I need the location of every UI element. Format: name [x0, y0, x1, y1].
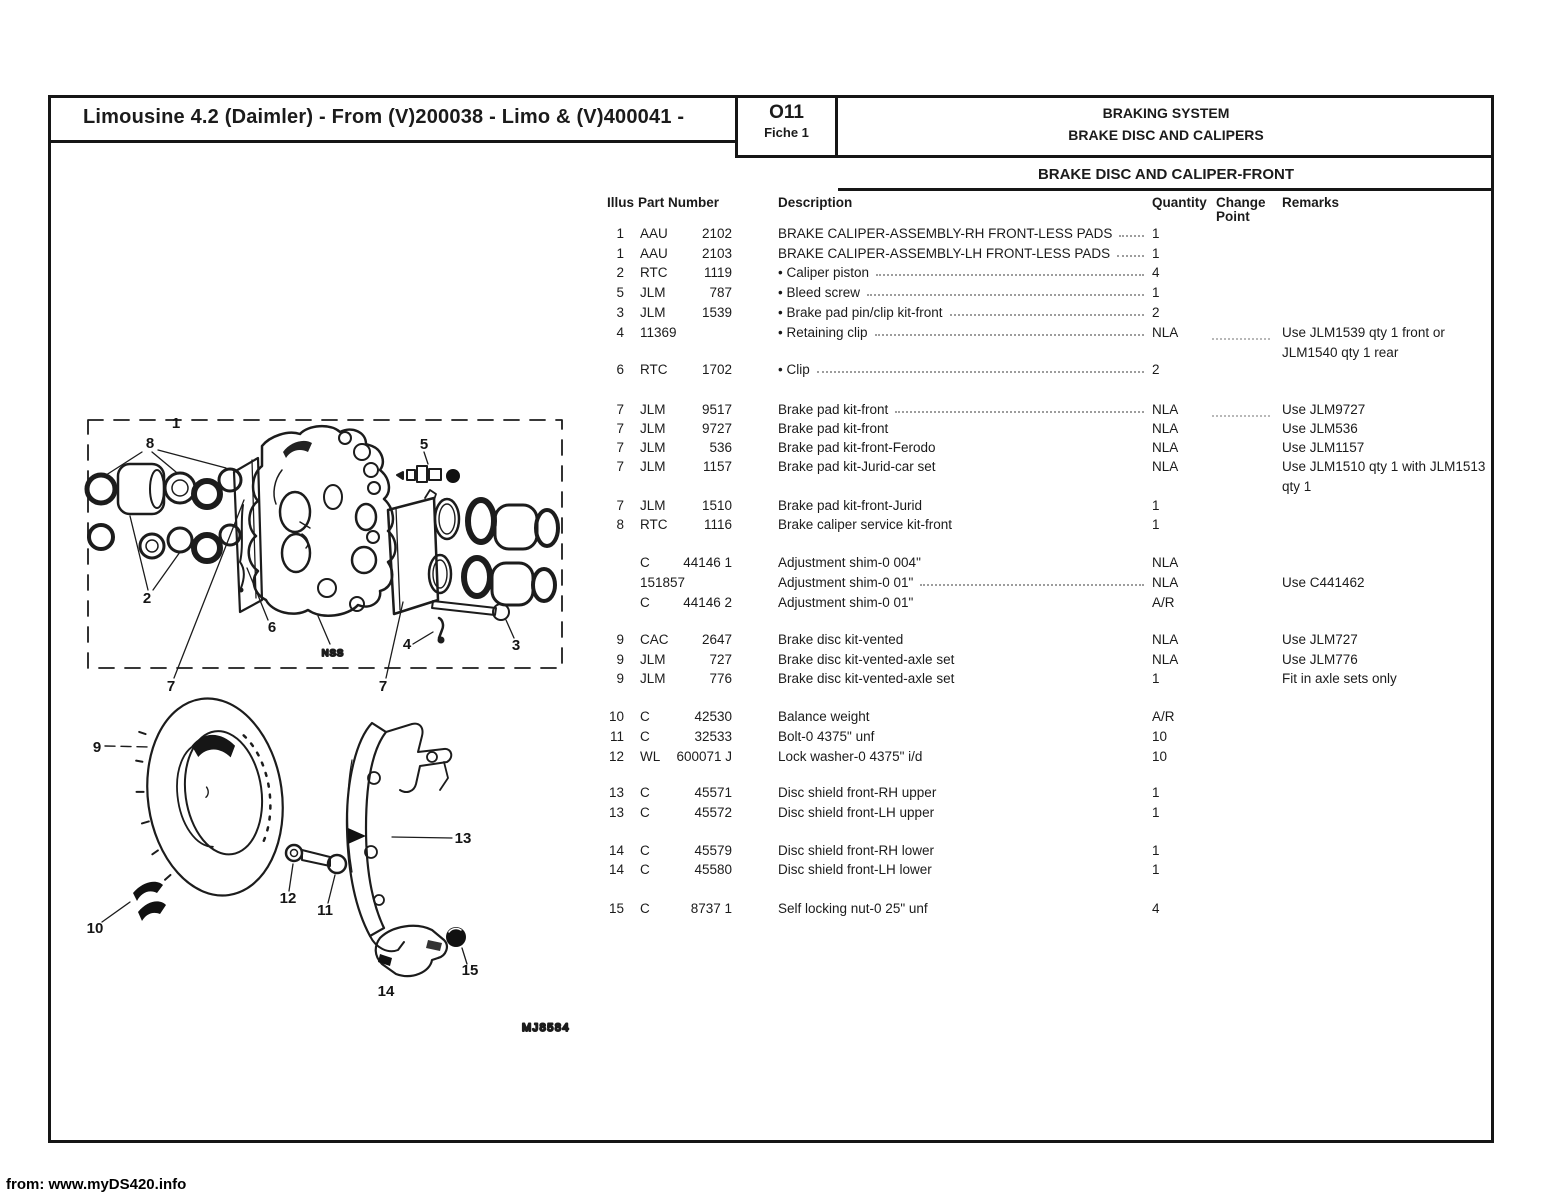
description: • Bleed screw	[778, 285, 1148, 300]
quantity: NLA	[1152, 575, 1179, 590]
remarks: Use JLM1510 qty 1 with JLM1513	[1282, 459, 1486, 474]
table-row	[0, 285, 1500, 305]
description: BRAKE CALIPER-ASSEMBLY-LH FRONT-LESS PADS	[778, 246, 1148, 261]
part-number: 1539	[701, 305, 732, 320]
quantity: 2	[1152, 362, 1160, 377]
table-row	[0, 265, 1500, 285]
part-prefix: JLM	[640, 421, 666, 436]
part-prefix: JLM	[640, 305, 666, 320]
quantity: A/R	[1152, 595, 1175, 610]
part-prefix: JLM	[640, 285, 666, 300]
illus-number: 9	[616, 652, 624, 667]
illus-number: 10	[608, 709, 624, 724]
callout-line-3	[506, 620, 514, 638]
description: Disc shield front-RH upper	[778, 785, 937, 800]
part-number: 1702	[701, 362, 732, 377]
illus-number: 7	[616, 498, 624, 513]
diagram-callout-6: 6	[267, 619, 277, 636]
diagram-callout-5: 5	[419, 436, 429, 453]
remarks-line2: JLM1540 qty 1 rear	[1282, 345, 1399, 360]
part-number: 1119	[703, 265, 732, 280]
quantity: 1	[1152, 246, 1160, 261]
dotted-leader	[1117, 255, 1144, 257]
col-description: Description	[778, 195, 853, 210]
part-number: 2103	[701, 246, 732, 261]
quantity: 1	[1152, 862, 1160, 877]
callout-line-12	[289, 864, 293, 891]
description: Brake caliper service kit-front	[778, 517, 953, 532]
illus-number: 3	[616, 305, 624, 320]
diagram-callout-15: 15	[461, 962, 479, 979]
illus-number: 1	[616, 246, 624, 261]
callout-line-11	[328, 875, 335, 903]
part-number: 2102	[701, 226, 732, 241]
quantity: NLA	[1152, 652, 1179, 667]
part-number: 1510	[701, 498, 732, 513]
part-prefix: C	[640, 862, 650, 877]
system-name: BRAKING SYSTEM	[1102, 105, 1230, 121]
diagram-callout-9: 9	[92, 739, 102, 756]
callout-line-5	[424, 452, 428, 464]
table-row	[0, 246, 1500, 266]
part-number: 8737 1	[690, 901, 732, 916]
brake-disc	[125, 690, 295, 906]
part-number: 42530	[694, 709, 732, 724]
left-brake-pad	[234, 458, 262, 612]
description: Self locking nut-0 25" unf	[778, 901, 928, 916]
part-number: 727	[709, 652, 732, 667]
part-prefix: C	[640, 805, 650, 820]
quantity: A/R	[1152, 709, 1175, 724]
quantity: NLA	[1152, 632, 1179, 647]
fiche-code: O11	[769, 102, 804, 123]
part-prefix: C	[640, 843, 650, 858]
remarks: Use JLM9727	[1282, 402, 1366, 417]
illus-number: 14	[608, 862, 624, 877]
col-illus: Illus	[607, 195, 635, 210]
illus-number: 1	[616, 226, 624, 241]
description: • Clip	[778, 362, 1148, 377]
dotted-leader	[920, 584, 1144, 586]
col-remarks: Remarks	[1282, 195, 1340, 210]
table-row	[0, 362, 1500, 382]
change-point-dots	[1212, 325, 1270, 340]
description: Disc shield front-RH lower	[778, 843, 935, 858]
part-prefix: 151857	[640, 575, 686, 590]
section-title: BRAKE DISC AND CALIPER-FRONT	[838, 158, 1494, 191]
quantity: NLA	[1152, 325, 1179, 340]
quantity: NLA	[1152, 459, 1179, 474]
diagram-callout-8: 8	[145, 435, 155, 452]
illus-number: 14	[608, 843, 624, 858]
illus-number: 7	[616, 459, 624, 474]
part-prefix: CAC	[640, 632, 669, 647]
callout-line-6	[247, 568, 268, 620]
remarks: Use C441462	[1282, 575, 1365, 590]
fiche-number: Fiche 1	[764, 125, 809, 140]
table-row	[0, 226, 1500, 246]
illus-number: 7	[616, 421, 624, 436]
part-number: 2647	[701, 632, 732, 647]
description: • Brake pad pin/clip kit-front	[778, 305, 1148, 320]
part-prefix: JLM	[640, 440, 666, 455]
part-prefix: C	[640, 555, 650, 570]
description: Brake pad kit-front	[778, 402, 1148, 417]
remarks: Use JLM1157	[1282, 440, 1365, 455]
diagram-callout-10: 10	[86, 920, 104, 937]
callout-line-9	[105, 746, 150, 747]
part-prefix: RTC	[640, 517, 668, 532]
part-prefix: 11369	[640, 325, 677, 340]
guide-bolt	[432, 601, 509, 620]
illus-number: 13	[608, 805, 624, 820]
dotted-leader	[1119, 235, 1144, 237]
caliper-body	[249, 426, 396, 616]
description: • Retaining clip	[778, 325, 1148, 340]
description: Brake pad kit-Jurid-car set	[778, 459, 936, 474]
col-change-point: Point	[1216, 209, 1250, 224]
exploded-diagram	[60, 400, 580, 1080]
diagram-callout-7: 7	[378, 678, 388, 695]
description: Brake pad kit-front	[778, 421, 889, 436]
part-number: 1116	[703, 517, 732, 532]
quantity: 1	[1152, 785, 1160, 800]
dotted-leader	[950, 314, 1144, 316]
part-prefix: JLM	[640, 652, 666, 667]
remarks-line2: qty 1	[1282, 479, 1312, 494]
quantity: 1	[1152, 517, 1160, 532]
spring-clip	[133, 882, 166, 921]
quantity: NLA	[1152, 440, 1179, 455]
description: Bolt-0 4375" unf	[778, 729, 875, 744]
illus-number: 11	[609, 729, 624, 744]
dotted-leader	[875, 334, 1144, 336]
description: Brake disc kit-vented-axle set	[778, 671, 955, 686]
diagram-callout-3: 3	[511, 637, 521, 654]
figure-code: MJ8584	[522, 1022, 571, 1034]
part-prefix: AAU	[640, 226, 668, 241]
illus-number: 7	[616, 402, 624, 417]
illus-number: 13	[608, 785, 624, 800]
remarks: Fit in axle sets only	[1282, 671, 1397, 686]
quantity: NLA	[1152, 421, 1179, 436]
diagram-callout-1: 1	[171, 415, 181, 432]
illus-number: 8	[616, 517, 624, 532]
nss-label: NSS	[321, 648, 345, 659]
quantity: 1	[1152, 671, 1160, 686]
part-number: 44146 1	[683, 555, 732, 570]
description: Balance weight	[778, 709, 870, 724]
illus-number: 9	[616, 671, 624, 686]
left-seal-group	[87, 464, 241, 561]
part-prefix: C	[640, 595, 650, 610]
nss-line	[318, 616, 330, 644]
illus-number: 9	[616, 632, 624, 647]
part-prefix: RTC	[640, 265, 668, 280]
change-point-dots	[1212, 402, 1270, 417]
description: Brake disc kit-vented	[778, 632, 904, 647]
table-row	[0, 305, 1500, 325]
col-change: Change	[1216, 195, 1266, 210]
illus-number: 6	[616, 362, 624, 377]
description: Adjustment shim-0 004"	[778, 555, 921, 570]
diagram-callout-4: 4	[402, 636, 412, 653]
lock-nut	[446, 927, 466, 947]
illus-number: 5	[616, 285, 624, 300]
source-credit: from: www.myDS420.info	[6, 1176, 187, 1193]
bleed-screw	[397, 466, 460, 483]
quantity: 1	[1152, 498, 1160, 513]
remarks: Use JLM1539 qty 1 front or	[1282, 325, 1445, 340]
description: Brake pad kit-front-Ferodo	[778, 440, 936, 455]
description: Adjustment shim-0 01"	[778, 595, 914, 610]
description: • Caliper piston	[778, 265, 1148, 280]
part-prefix: JLM	[640, 498, 666, 513]
part-prefix: JLM	[640, 671, 666, 686]
page-title	[48, 95, 735, 143]
callout-lines-left	[103, 450, 226, 590]
diagram-callout-12: 12	[279, 890, 297, 907]
diagram-callout-14: 14	[377, 983, 395, 1000]
part-number: 9517	[701, 402, 732, 417]
diagram-callout-11: 11	[317, 902, 333, 919]
fiche-box	[735, 95, 838, 158]
quantity: 4	[1152, 265, 1160, 280]
part-prefix: JLM	[640, 402, 666, 417]
illus-number: 7	[616, 440, 624, 455]
table-row	[0, 325, 1500, 360]
callout-line-10	[102, 902, 130, 922]
illus-number: 15	[608, 901, 624, 916]
retaining-pin	[438, 618, 445, 644]
col-part-number: Part Number	[638, 195, 720, 210]
remarks: Use JLM776	[1282, 652, 1358, 667]
part-prefix: RTC	[640, 362, 668, 377]
illus-number: 2	[616, 265, 624, 280]
part-number: 536	[709, 440, 732, 455]
illus-number: 12	[608, 749, 624, 764]
part-prefix: JLM	[640, 459, 666, 474]
quantity: NLA	[1152, 555, 1179, 570]
system-header	[838, 95, 1494, 158]
part-number: 45571	[694, 785, 732, 800]
diagram-callout-7: 7	[166, 678, 176, 695]
quantity: 1	[1152, 805, 1160, 820]
description: Lock washer-0 4375" i/d	[778, 749, 923, 764]
system-subname: BRAKE DISC AND CALIPERS	[1068, 127, 1264, 143]
quantity: 10	[1152, 749, 1168, 764]
dotted-leader	[817, 371, 1144, 373]
description: Adjustment shim-0 01"	[778, 575, 1148, 590]
diagram-callout-2: 2	[142, 590, 152, 607]
diagram-callout-13: 13	[454, 830, 472, 847]
description: Brake pad kit-front-Jurid	[778, 498, 923, 513]
part-number: 44146 2	[683, 595, 732, 610]
part-number: 45572	[694, 805, 732, 820]
dotted-leader	[867, 294, 1144, 296]
part-prefix: C	[640, 901, 650, 916]
part-prefix: WL	[640, 749, 661, 764]
dotted-leader	[876, 274, 1144, 276]
quantity: 1	[1152, 843, 1160, 858]
quantity: 1	[1152, 226, 1160, 241]
dotted-leader	[895, 411, 1144, 413]
part-prefix: AAU	[640, 246, 668, 261]
part-number: 9727	[701, 421, 732, 436]
direction-arrow	[348, 828, 366, 844]
part-number: 776	[709, 671, 732, 686]
part-prefix: C	[640, 785, 650, 800]
part-number: 787	[709, 285, 732, 300]
part-number: 45580	[694, 862, 732, 877]
part-prefix: C	[640, 709, 650, 724]
col-quantity: Quantity	[1152, 195, 1207, 210]
illus-number: 4	[616, 325, 624, 340]
page-title-text: Limousine 4.2 (Daimler) - From (V)200038 - Limo & (V)400041 -	[83, 106, 685, 128]
right-seal-group	[429, 499, 558, 605]
part-number: 32533	[694, 729, 732, 744]
callout-line-13	[392, 837, 452, 838]
quantity: 10	[1152, 729, 1168, 744]
callout-line-4	[413, 632, 433, 644]
part-prefix: C	[640, 729, 650, 744]
disc-bolt	[286, 845, 346, 873]
remarks: Use JLM536	[1282, 421, 1358, 436]
callout-line-7-left	[174, 500, 244, 678]
description: Disc shield front-LH upper	[778, 805, 935, 820]
description: Disc shield front-LH lower	[778, 862, 932, 877]
part-number: 1157	[702, 459, 732, 474]
description: BRAKE CALIPER-ASSEMBLY-RH FRONT-LESS PADS	[778, 226, 1148, 241]
description: Brake disc kit-vented-axle set	[778, 652, 955, 667]
part-number: 45579	[694, 843, 732, 858]
quantity: 1	[1152, 285, 1160, 300]
quantity: 2	[1152, 305, 1160, 320]
part-number: 600071 J	[676, 749, 732, 764]
quantity: NLA	[1152, 402, 1179, 417]
remarks: Use JLM727	[1282, 632, 1358, 647]
quantity: 4	[1152, 901, 1160, 916]
